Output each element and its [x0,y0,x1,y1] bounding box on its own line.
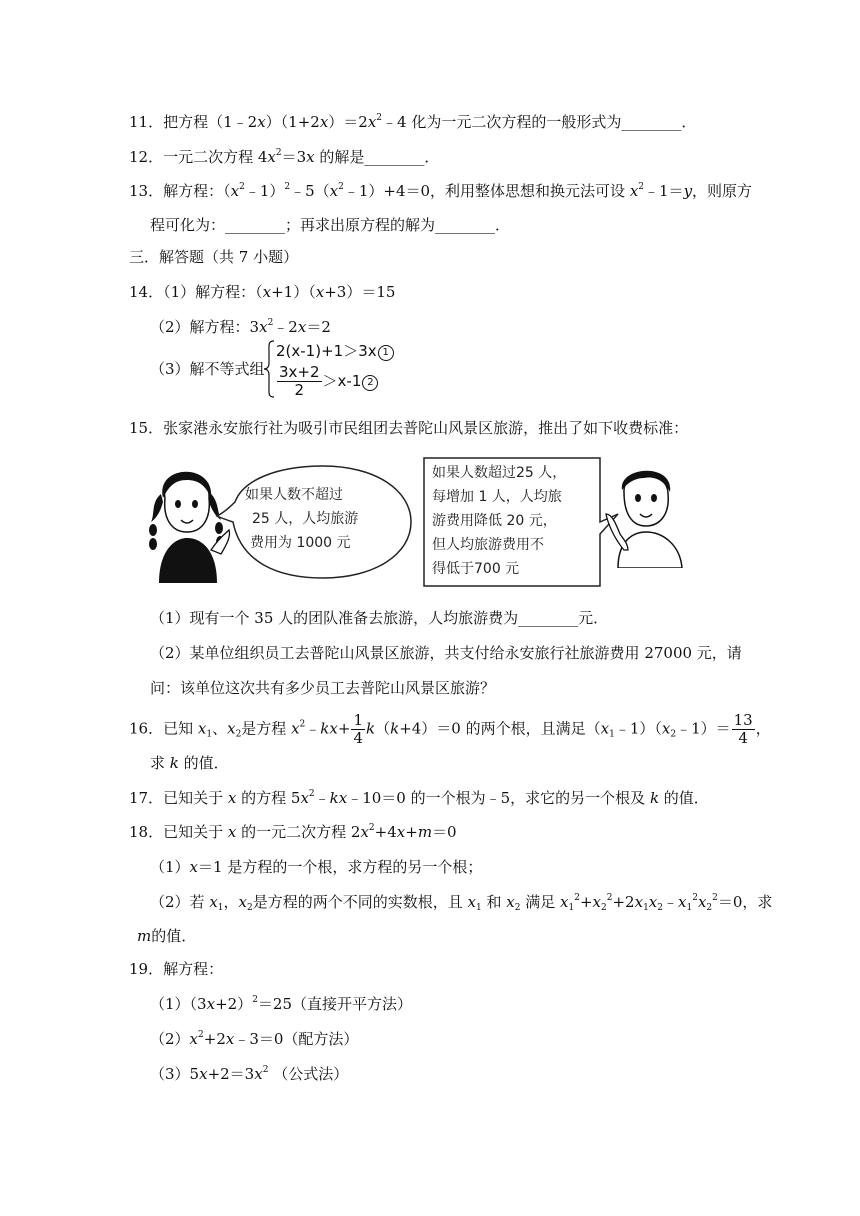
question-18-part-1: （1）x＝1 是方程的一个根，求方程的另一个根； [150,858,483,876]
system-brace [263,340,275,398]
question-18-part-2-continued: m的值． [137,927,197,945]
question-14-part-1: 14．（1）解方程：（x+1）（x+3）＝15 [129,283,396,301]
question-16-continued: 求 k 的值． [150,754,229,772]
question-15-part-2-continued: 问：该单位这次共有多少员工去普陀山风景区旅游？ [150,679,496,697]
question-18: 18．已知关于 x 的一元二次方程 $2x^2+4x+m=0$ [129,823,457,841]
question-15-part-2: （2）某单位组织员工去普陀山风景区旅游，共支付给永安旅行社旅游费用 27000 元，请 [150,644,742,662]
question-15-part-1: （1）现有一个 35 人的团队准备去旅游，人均旅游费为________元． [150,609,609,627]
fraction-thirteen-quarters: $\frac{13}{4}$ [733,711,753,747]
question-19-part-3: $(3)5x+2=3x^2$ （公式法） [150,1065,349,1083]
question-19-part-1: $(1)(3x+2)^2=25$（直接开平方法） [150,995,413,1013]
question-19: 19．解方程： [129,960,224,978]
question-15: 15．张家港永安旅行社为吸引市民组团去普陀山风景区旅游，推出了如下收费标准： [129,419,689,437]
question-13: 13．解方程：$(x^2﹣1)^2﹣5(x^2﹣1)+4=0$，利用整体思想和换元法可设 $x^2﹣1=y$，则原方 [129,182,753,200]
inequality-1: 2(x-1)+1＞3x 1 [276,340,394,362]
question-12: 12．一元二次方程 $4x^2=3x$ 的解是________． [129,148,440,166]
girl-bubble-line-3: 费用为 1000 元 [250,535,351,551]
question-11: 11．把方程$(1﹣2x)(1+2x)=2x^2﹣4$ 化为一元二次方程的一般形式为________． [129,113,697,131]
boy-box-line-3: 游费用降低 20 元， [432,513,557,529]
fraction: $\frac{3x+2}{2}$ [279,363,320,399]
question-14-part-2: （2）解方程：$3x^2﹣2x=2$ [150,318,331,336]
boy-box-line-5: 得低于700 元 [432,561,520,577]
question-13-continued: 程可化为：________；再求出原方程的解为________． [150,216,511,234]
question-19-part-2: $(2)x^2+2x﹣3=0$（配方法） [150,1030,359,1048]
question-14-part-3-label: （3）解不等式组 [150,360,265,378]
girl-bubble-line-1: 如果人数不超过 [245,487,343,503]
fraction-one-quarter: $\frac{1}{4}$ [353,711,363,747]
question-18-part-2: （2）若 $x_1$，$x_2$是方程的两个不同的实数根，且 $x_1$ 和 $x_2$ 满足 $x_1^2+x_2^2+2x_1x_2﹣x_1^2x_2^2=0$，求 [150,893,773,913]
section-title: 三．解答题（共 7 小题） [129,248,299,266]
boy-box-line-2: 每增加 1 人，人均旅 [432,489,562,505]
boy-box-line-1: 如果人数超过25 人， [432,465,567,481]
boy-illustration [598,458,686,568]
girl-bubble-line-2: 25 人，人均旅游 [252,511,359,527]
boy-box-line-4: 但人均旅游费用不 [432,537,544,553]
inequality-2: $\frac{3x+2}{2}$ ＞x-1 2 [276,364,378,399]
question-17: 17．已知关于 x 的方程 $5x^2﹣kx﹣10=0$ 的一个根为﹣5，求它的另一个根及 k 的值． [129,789,709,807]
question-16: 16．已知 $x_1$、$x_2$是方程 $x^2﹣kx+$ $\frac{1}{4}$ k（k+4）＝0 的两个根，且满足$(x_1﹣1)(x_2﹣1)=$ $\frac{13}{4}$ ， [129,711,771,747]
